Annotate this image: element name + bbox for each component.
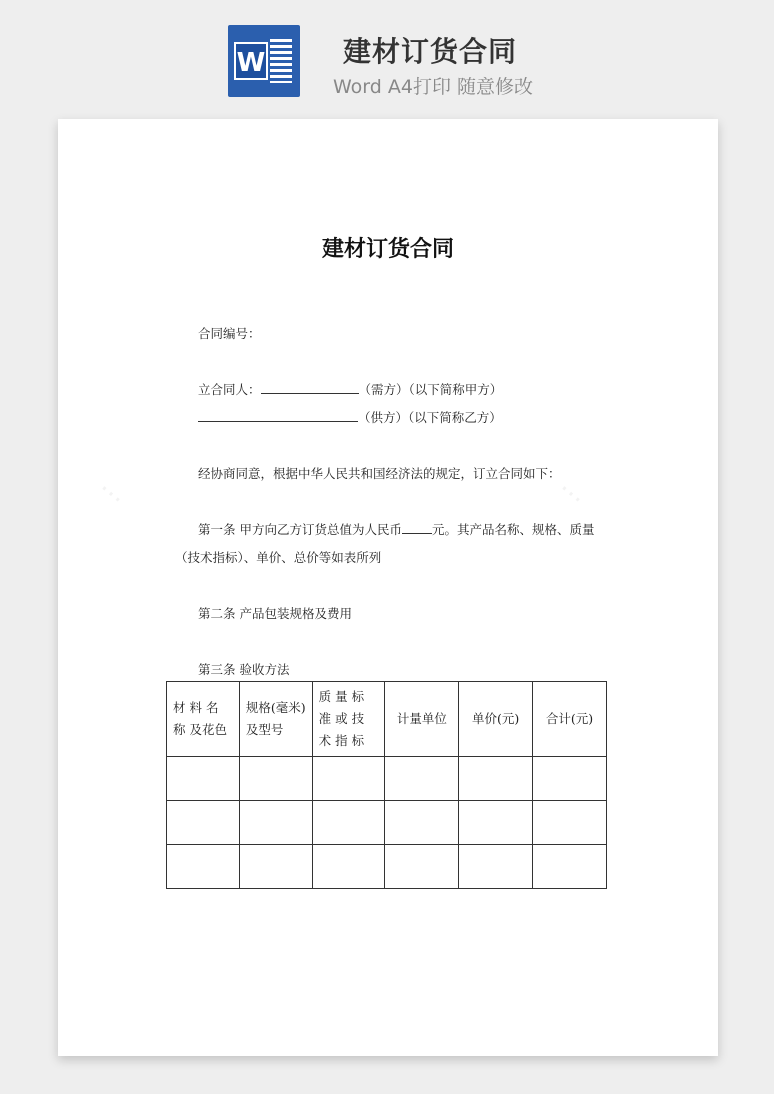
article1-line-2: （技术指标）、单价、总价等如表所列 [175,550,382,565]
header-title: 建材订货合同 [342,35,517,68]
party-a-suffix: （需方）（以下简称甲方） [358,382,503,397]
table-cell[interactable] [533,801,607,845]
table-cell[interactable] [459,801,533,845]
table-cell[interactable] [385,757,459,801]
article3-line: 第三条 验收方法 [198,662,290,677]
header-unit: 计量单位 [385,682,459,757]
header-spec: 规格(毫米)及型号 [239,682,312,757]
table-cell[interactable] [239,757,312,801]
party-b-suffix: （供方）（以下简称乙方） [358,410,502,425]
header-subtitle: Word A4打印 随意修改 [332,76,533,98]
party-b-blank[interactable] [198,409,358,422]
article2-line: 第二条 产品包装规格及费用 [198,606,352,621]
contract-number-label: 合同编号： [198,326,261,341]
word-icon-letter: W [234,42,268,80]
article1-text-a: 第一条 甲方向乙方订货总值为人民币 [198,522,402,537]
document-page [58,119,718,1056]
header-quality: 质 量 标 准 或 技 术 指 标 [312,682,385,757]
word-icon [228,25,300,97]
total-amount-blank[interactable] [402,521,432,534]
word-icon-lines [270,39,292,83]
table-cell[interactable] [533,757,607,801]
intro-line: 经协商同意，根据中华人民共和国经济法的规定，订立合同如下： [198,466,561,481]
party-a-line [198,380,502,398]
table-cell[interactable] [312,845,385,889]
article1-text-b: 元。其产品名称、规格、质量 [431,522,595,537]
article1-line [198,520,595,538]
table-row [167,757,607,801]
table-cell[interactable] [459,757,533,801]
party-a-blank[interactable] [261,381,359,394]
table-row [167,801,607,845]
table-header-row [167,682,607,757]
header-material: 材 料 名 称 及花色 [167,682,240,757]
watermark: ⋯ [91,474,131,514]
contract-number-line [198,324,261,342]
table-cell[interactable] [385,801,459,845]
party-b-line [198,408,502,426]
party-label: 立合同人： [198,382,261,397]
table-cell[interactable] [239,845,312,889]
table-cell[interactable] [312,801,385,845]
table-cell[interactable] [167,845,240,889]
table-cell[interactable] [385,845,459,889]
header-unit-price: 单价(元) [459,682,533,757]
page-header [0,0,774,110]
table-cell[interactable] [459,845,533,889]
spec-table [166,681,607,889]
table-cell[interactable] [239,801,312,845]
table-row [167,845,607,889]
header-total: 合计(元) [533,682,607,757]
table-cell[interactable] [312,757,385,801]
table-cell[interactable] [533,845,607,889]
watermark: ⋯ [551,474,591,514]
table-cell[interactable] [167,757,240,801]
document-title: 建材订货合同 [321,237,454,262]
table-cell[interactable] [167,801,240,845]
